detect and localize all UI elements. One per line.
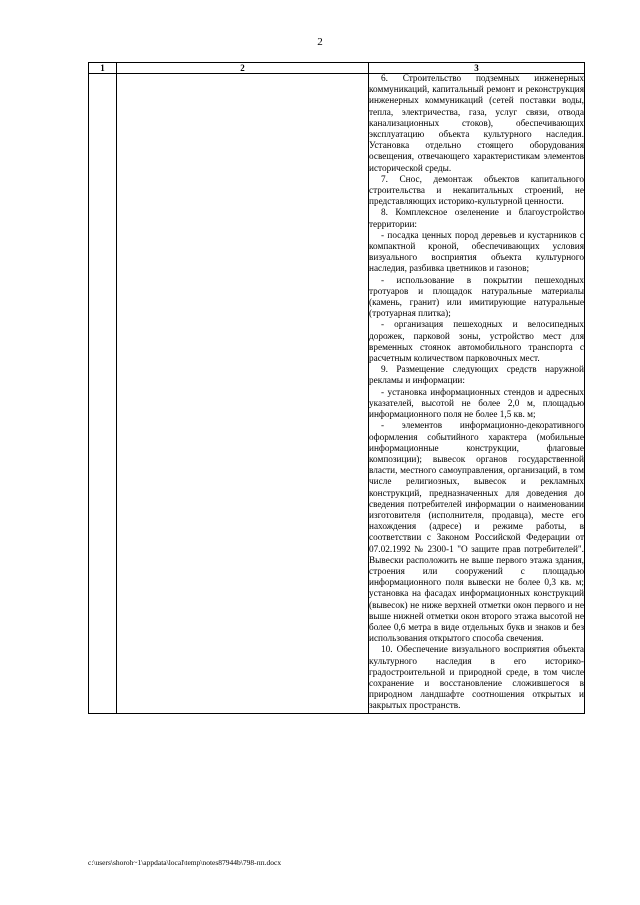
table-row — [89, 74, 585, 714]
column-header-1: 1 — [89, 63, 117, 74]
cell-column-3 — [369, 74, 585, 714]
paragraph-item-9-stands: - установка информационных стендов и адресных указателей, высотой не более 2,0 м, площадью информационного поля не более 1,5 кв. м; — [369, 387, 584, 421]
paragraph-item-8-planting: - посадка ценных пород деревьев и кустарников с компактной кроной, обеспечивающих условия визуального восприятия объекта культурного наследия, разбивка цветников и газонов; — [369, 230, 584, 275]
column-header-3: 3 — [369, 63, 585, 74]
paragraph-item-8: 8. Комплексное озеленение и благоустройство территории: — [369, 208, 584, 230]
main-table — [88, 62, 585, 714]
cell-column-2 — [117, 74, 369, 714]
header-row — [89, 63, 585, 74]
page-number: 2 — [317, 36, 323, 48]
paragraph-item-9-signage: - элементов информационно-декоративного оформления событийного характера (мобильные информационные конструкции, флаговые композиции); вывесок органов государственной власти, местного самоуправления, организаций, в том числе религиозных, вывесок и рекламных конструкций, предназначенных для доведения до сведения потребителей информации о наименовании изготовителя (исполнителя, продавца), месте его нахождения (адресе) и режиме работы, в соответствии с Законом Российской Федерации от 07.02.1992 № 2300-1 "О защите прав потребителей". Вывески расположить не выше первого этажа здания, строения или сооружений с площадью информационного поля вывески не более 0,3 кв. м; установка на фасадах информационных конструкций (вывесок) не ниже верхней отметки окон первого и не выше нижней отметки окон второго этажа высотой не более 0,6 метра в виде отдельных букв и знаков и без использования открытого способа свечения. — [369, 421, 584, 645]
cell-column-1 — [89, 74, 117, 714]
paragraph-item-8-paths: - организация пешеходных и велосипедных дорожек, парковой зоны, устройство мест для временных стоянок автомобильного транспорта с расчетным количеством парковочных мест. — [369, 320, 584, 365]
paragraph-item-10: 10. Обеспечение визуального восприятия объекта культурного наследия в его историко-градостроительной и природной среде, в том числе сохранение и восстановление сложившегося в природном ландшафте соотношения открытых и закрытых пространств. — [369, 645, 584, 712]
paragraph-item-7: 7. Снос, демонтаж объектов капитального строительства и некапитальных строений, не представляющих историко-культурной ценности. — [369, 174, 584, 208]
file-path-footer: c:\users\shoroh~1\appdata\local\temp\notes87944b\798-пп.docx — [88, 858, 282, 867]
column-header-2: 2 — [117, 63, 369, 74]
paragraph-item-6: 6. Строительство подземных инженерных коммуникаций, капитальный ремонт и реконструкция инженерных коммуникаций (сетей поставки воды, тепла, электричества, газа, услуг связи, отвода канализационных стоков), обеспечивающих эксплуатацию объекта культурного наследия. Установка отдельно стоящего оборудования освещения, отвечающего характеристикам элементов исторической среды. — [369, 74, 584, 174]
paragraph-item-8-paving: - использование в покрытии пешеходных тротуаров и площадок натуральные материалы (камень, гранит) или имитирующие натуральные (тротуарная плитка); — [369, 275, 584, 320]
paragraph-item-9: 9. Размещение следующих средств наружной рекламы и информации: — [369, 365, 584, 387]
